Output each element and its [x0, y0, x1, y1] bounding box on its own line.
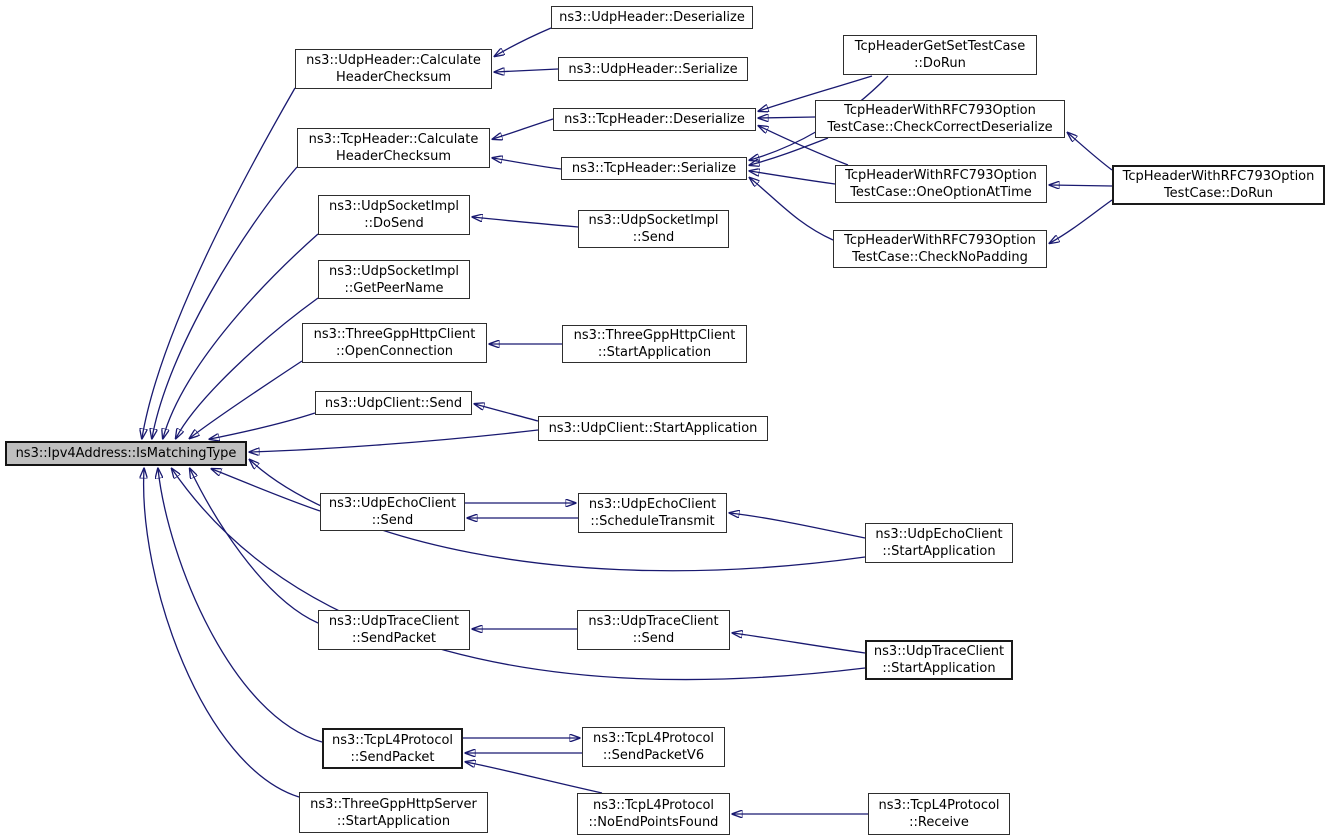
edge-tcp-deserialize-to-tcp-calc-checksum — [493, 119, 553, 139]
edge-trace-start-to-send — [733, 633, 865, 653]
edge-echo-start-to-schedule — [730, 513, 865, 538]
node-udpheader-calculateheaderchecksum[interactable] — [295, 49, 492, 89]
node-udpclient-send[interactable] — [315, 391, 472, 415]
node-label: TestCase::DoRun — [1163, 186, 1274, 201]
node-tcpl4protocol-sendpacketv6[interactable] — [582, 727, 725, 767]
edge-rfc793-dorun-to-check-correct-deserialize — [1068, 133, 1112, 170]
node-udpheader-serialize[interactable] — [558, 57, 748, 81]
edge-trace-sendpacket-to-ismatchingtype — [190, 469, 318, 623]
node-rfc793-dorun[interactable] — [1112, 165, 1325, 205]
node-label: ns3::TcpL4Protocol — [592, 798, 715, 813]
node-label: ::Send — [371, 513, 414, 528]
edge-dosend-to-ismatchingtype — [163, 234, 318, 438]
node-tcpheader-serialize[interactable] — [561, 157, 747, 180]
edge-udp-calc-checksum-to-ismatchingtype — [142, 88, 295, 438]
node-label: ::GetPeerName — [344, 280, 444, 296]
node-label: ns3::UdpEchoClient — [588, 497, 717, 512]
node-label: ns3::UdpTraceClient — [588, 614, 719, 629]
node-label: ns3::TcpL4Protocol — [331, 732, 454, 748]
node-label: ns3::TcpL4Protocol — [592, 731, 715, 746]
node-rfc793-checkcorrectdeserialize[interactable] — [815, 100, 1065, 138]
node-label: HeaderChecksum — [335, 70, 451, 85]
node-tcpheader-calculateheaderchecksum[interactable] — [297, 128, 490, 168]
node-label: ::ScheduleTransmit — [590, 514, 715, 529]
edge-trace-start-to-ismatchingtype — [172, 469, 865, 679]
node-label: TestCase::OneOptionAtTime — [850, 185, 1032, 200]
node-label: ::StartApplication — [336, 813, 451, 829]
node-label: ::DoSend — [364, 216, 424, 231]
node-label: ns3::UdpTraceClient — [328, 614, 460, 629]
node-label: ns3::TcpL4Protocol — [878, 798, 1000, 813]
node-tcpl4protocol-sendpacket[interactable] — [322, 728, 463, 769]
node-tcpheadergetsettestcase-dorun[interactable] — [843, 35, 1037, 75]
edge-udp-client-start-to-send — [475, 404, 538, 421]
node-label: ::OpenConnection — [335, 344, 454, 359]
node-label: ::NoEndPointsFound — [588, 815, 719, 830]
edge-udp-client-start-to-ismatchingtype — [250, 430, 538, 452]
node-threegpphttpserver-startapplication[interactable] — [299, 792, 488, 833]
node-ipv4address-ismatchingtype — [5, 441, 247, 466]
node-label: TestCase::CheckCorrectDeserialize — [827, 120, 1053, 135]
edge-rfc793-dorun-to-one-option — [1050, 185, 1112, 186]
edge-tcp-sendpacket-to-ismatchingtype — [158, 469, 322, 742]
node-label: ns3::UdpEchoClient — [875, 527, 1003, 542]
node-rfc793-checknopadding[interactable] — [833, 230, 1047, 268]
node-label: ns3::UdpSocketImpl — [329, 199, 459, 214]
node-label: ::Send — [632, 631, 675, 646]
node-label: ns3::UdpHeader::Calculate — [306, 53, 481, 68]
edge-check-correct-deserialize-to-tcp-deserialize — [759, 117, 815, 118]
node-rfc793-oneoptionattime[interactable] — [835, 165, 1047, 203]
node-udpechoclient-startapplication[interactable] — [865, 523, 1013, 563]
node-udptraceclient-send[interactable] — [577, 610, 730, 650]
node-label: ns3::UdpEchoClient — [328, 496, 457, 511]
edge-udp-socket-send-to-dosend — [473, 217, 578, 227]
edge-open-connection-to-ismatchingtype — [190, 361, 302, 438]
edge-tcp-serialize-to-tcp-calc-checksum — [493, 158, 561, 169]
edge-echo-send-to-ismatchingtype — [212, 469, 320, 511]
node-udpclient-startapplication[interactable] — [538, 416, 768, 441]
node-label: ::DoRun — [914, 56, 966, 71]
node-label: ns3::TcpHeader::Deserialize — [564, 112, 745, 127]
node-label: TcpHeaderGetSetTestCase — [854, 39, 1026, 54]
node-label: ns3::UdpClient::StartApplication — [548, 421, 758, 436]
node-label: ns3::UdpClient::Send — [324, 395, 463, 411]
node-udptraceclient-sendpacket[interactable] — [318, 610, 470, 650]
edge-tcp-calc-checksum-to-ismatchingtype — [152, 167, 297, 438]
edge-rfc793-dorun-to-check-no-padding — [1050, 200, 1112, 243]
node-label: ns3::TcpHeader::Serialize — [571, 161, 737, 176]
node-label: ::StartApplication — [882, 661, 996, 676]
node-label: ns3::UdpHeader::Deserialize — [559, 10, 745, 25]
edge-udp-deserialize-to-udp-calc-checksum — [495, 28, 551, 56]
node-tcpheader-deserialize[interactable] — [553, 108, 756, 131]
node-label: ns3::ThreeGppHttpClient — [573, 328, 736, 343]
node-udptraceclient-startapplication[interactable] — [865, 640, 1013, 680]
node-udpechoclient-scheduletransmit[interactable] — [578, 493, 727, 533]
node-label: ns3::ThreeGppHttpClient — [313, 327, 476, 342]
node-label: ::Receive — [909, 815, 969, 830]
node-tcpl4protocol-receive[interactable] — [868, 793, 1010, 835]
node-label: ns3::Ipv4Address::IsMatchingType — [15, 446, 237, 461]
node-label: ns3::UdpTraceClient — [873, 644, 1005, 659]
node-label: ::StartApplication — [882, 544, 996, 559]
node-label: ::Send — [632, 230, 675, 245]
node-label: ::SendPacketV6 — [602, 748, 705, 763]
edge-one-option-to-tcp-serialize — [750, 171, 835, 184]
node-udpsocketimpl-dosend[interactable] — [318, 195, 470, 235]
node-label: ::SendPacket — [350, 749, 435, 765]
node-label: ns3::UdpSocketImpl — [329, 263, 459, 279]
node-udpheader-deserialize[interactable] — [551, 6, 753, 29]
node-label: TcpHeaderWithRFC793Option — [1122, 169, 1315, 184]
node-label: ::SendPacket — [351, 631, 437, 646]
node-label: ns3::UdpSocketImpl — [588, 213, 719, 228]
node-threegpphttpclient-startapplication[interactable] — [562, 325, 747, 363]
node-label: TcpHeaderWithRFC793Option — [845, 168, 1037, 183]
node-label: HeaderChecksum — [335, 149, 451, 164]
node-label: ns3::TcpHeader::Calculate — [308, 132, 479, 147]
node-label: TcpHeaderWithRFC793Option — [844, 103, 1036, 118]
node-udpechoclient-send[interactable] — [320, 493, 465, 531]
edge-udp-client-send-to-ismatchingtype — [210, 413, 315, 439]
node-label: TestCase::CheckNoPadding — [852, 250, 1028, 265]
node-udpsocketimpl-getpeername[interactable] — [318, 260, 470, 299]
node-label: ns3::ThreeGppHttpServer — [310, 796, 477, 812]
edge-check-no-padding-to-tcp-serialize — [750, 178, 833, 240]
node-label: ns3::UdpHeader::Serialize — [568, 61, 738, 77]
node-label: TcpHeaderWithRFC793Option — [844, 233, 1036, 248]
node-udpsocketimpl-send[interactable] — [578, 210, 729, 248]
node-label: ::StartApplication — [597, 345, 712, 360]
edge-udp-serialize-to-udp-calc-checksum — [495, 69, 558, 72]
node-tcpl4protocol-noendpointsfound[interactable] — [577, 793, 730, 835]
node-threegpphttpclient-openconnection[interactable] — [302, 323, 487, 363]
